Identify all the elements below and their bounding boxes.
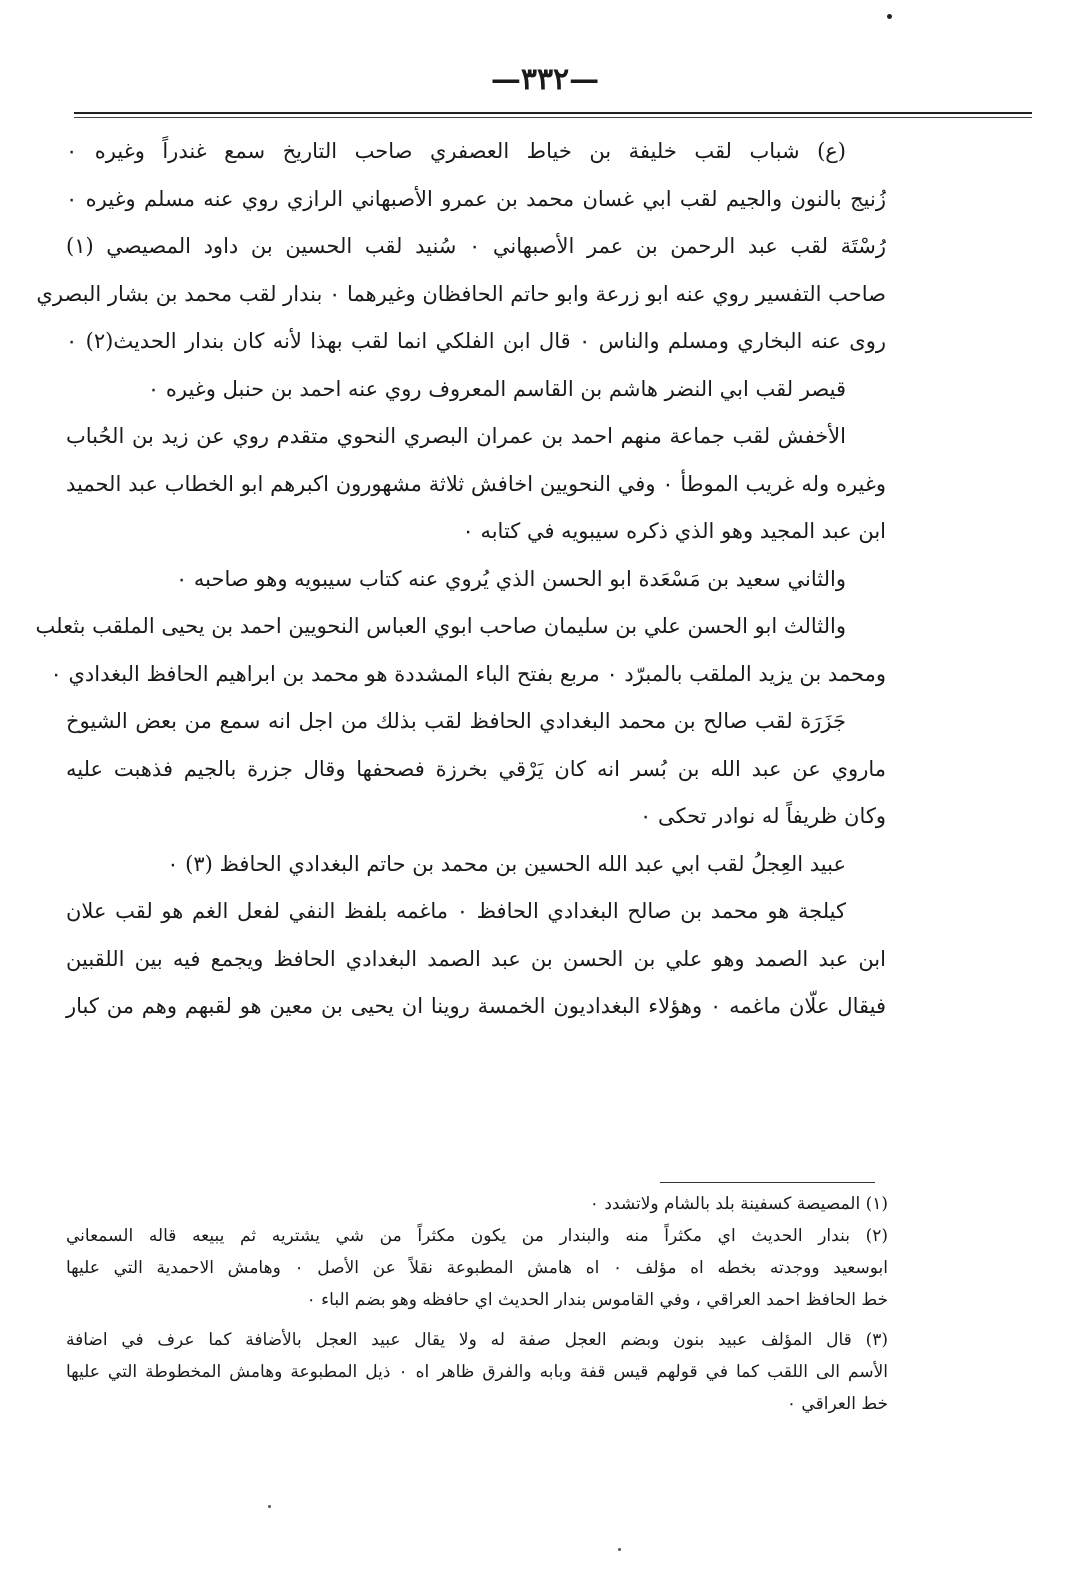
text-line: زُنيج بالنون والجيم لقب ابي غسان محمد بن عمرو الأصبهاني الرازي روي عنه مسلم وغيره ٠: [66, 186, 886, 211]
text-line: قيصر لقب ابي النضر هاشم بن القاسم المعروف روي عنه احمد بن حنبل وغيره ٠: [147, 376, 846, 401]
header-rule: [74, 112, 1032, 114]
footnote-line: ابوسعيد ووجدته بخطه اه مؤلف ٠ اه هامش المطبوعة نقلاً عن الأصل ٠ وهامش الاحمدية التي عليها: [66, 1258, 888, 1278]
footnote-line: الأسم الى اللقب كما في قولهم قيس قفة وبابه والفرق ظاهر اه ٠ ذيل المطبوعة وهامش المخطوطة التي عليها: [66, 1362, 888, 1382]
scan-speck: [268, 1505, 271, 1508]
main-text: [35, 128, 886, 1031]
footnote-line: (٢) بندار الحديث اي مكثراً منه والبندار من يكون مكثراً من شي يشتريه ثم يبيعه قاله السمعاني: [66, 1226, 888, 1246]
footnote-rule: [660, 1182, 875, 1183]
text-line: الأخفش لقب جماعة منهم احمد بن عمران البصري النحوي متقدم روي عن زيد بن الحُباب: [66, 424, 846, 448]
text-line: ابن عبد الصمد وهو علي بن الحسن بن عبد الصمد البغدادي الحافظ ويجمع فيه بين اللقبين: [66, 946, 886, 971]
text-line: ابن عبد المجيد وهو الذي ذكره سيبويه في كتابه ٠: [462, 519, 886, 543]
text-line: ماروي عن عبد الله بن بُسر انه كان يَرْقي بخرزة فصحفها وقال جزرة بالجيم فذهبت عليه: [66, 756, 886, 781]
text-line: والثاني سعيد بن مَسْعَدة ابو الحسن الذي يُروي عنه كتاب سيبويه وهو صاحبه ٠: [175, 566, 846, 591]
text-line: روى عنه البخاري ومسلم والناس ٠ قال ابن الفلكي انما لقب بهذا لأنه كان بندار الحديث(٢) ٠: [66, 329, 886, 353]
footnote-line: خط العراقي ٠: [786, 1394, 888, 1414]
footnote-line: (١) المصيصة كسفينة بلد بالشام ولاتشدد ٠: [589, 1194, 888, 1214]
text-line: والثالث ابو الحسن علي بن سليمان صاحب ابوي العباس النحويين احمد بن يحيى الملقب بثعلب: [35, 614, 846, 638]
text-line: كيلجة هو محمد بن صالح البغدادي الحافظ ٠ ماغمه بلفظ النفي لفعل الغم هو لقب علان: [66, 899, 846, 923]
footnote-line: (٣) قال المؤلف عبيد بنون وبضم العجل صفة له ولا يقال عبيد العجل بالأضافة كما عرف في اضافة: [66, 1330, 888, 1350]
scan-speck: [618, 1548, 621, 1551]
text-line: وغيره وله غريب الموطأ ٠ وفي النحويين اخافش ثلاثة مشهورون اكبرهم ابو الخطاب عبد الحميد: [66, 471, 886, 496]
text-line: وكان ظريفاً له نوادر تحكى ٠: [640, 804, 886, 828]
text-line: فيقال علّان ماغمه ٠ وهؤلاء البغداديون الخمسة روينا ان يحيى بن معين هو لقبهم وهم من كبار: [66, 994, 886, 1018]
text-line: (ع) شباب لقب خليفة بن خياط العصفري صاحب التاريخ سمع غندراً وغيره ٠: [66, 139, 846, 163]
stray-dot: [887, 14, 892, 19]
footnote-line: خط الحافظ احمد العراقي ، وفي القاموس بندار الحديث اي حافظه وهو بضم الباء ٠: [306, 1290, 888, 1310]
text-line: جَزَرَة لقب صالح بن محمد البغدادي الحافظ لقب بذلك من اجل انه سمع من بعض الشيوخ: [66, 709, 846, 733]
text-line: صاحب التفسير روي عنه ابو زرعة وابو حاتم الحافظان وغيرهما ٠ بندار لقب محمد بن بشار البصري: [36, 281, 886, 306]
page-number: —٣٣٢—: [490, 62, 600, 97]
header-rule-thin: [74, 117, 1032, 118]
text-line: عبيد العِجلُ لقب ابي عبد الله الحسين بن محمد بن حاتم البغدادي الحافظ (٣) ٠: [167, 851, 846, 876]
text-line: رُسْتَة لقب عبد الرحمن بن عمر الأصبهاني ٠ سُنيد لقب الحسين بن داود المصيصي (١): [66, 234, 886, 258]
footnotes: [66, 1188, 888, 1420]
text-line: ومحمد بن يزيد الملقب بالمبرّد ٠ مربع بفتح الباء المشددة هو محمد بن ابراهيم الحافظ البغدادي ٠: [50, 661, 886, 686]
